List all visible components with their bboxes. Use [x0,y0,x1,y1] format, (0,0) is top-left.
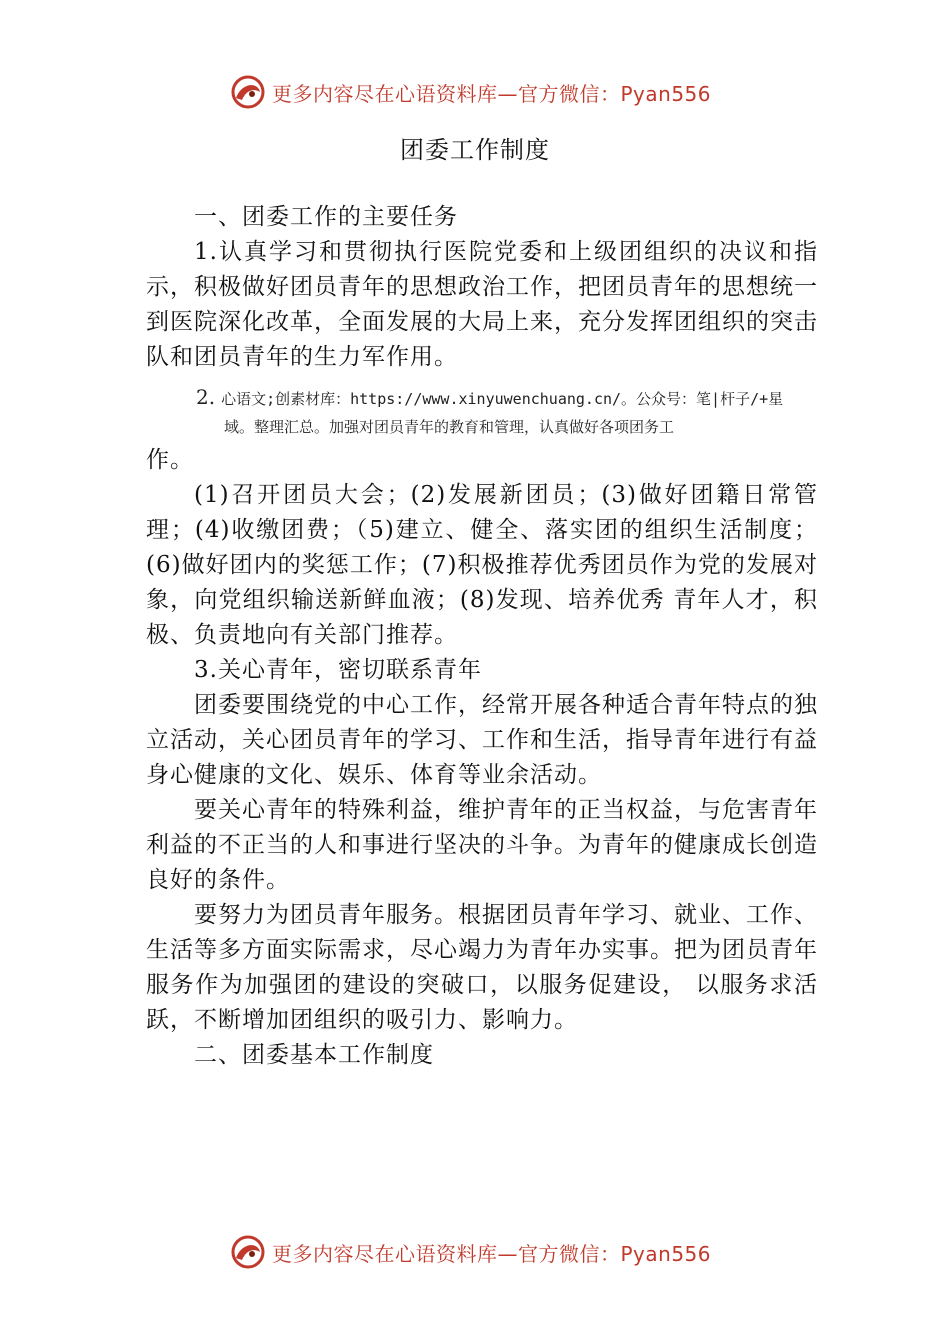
inserted-note [146,383,818,441]
section-heading-1: 一、团委工作的主要任务 [194,204,458,230]
header-watermark-text: 更多内容尽在心语资料库—官方微信：Pyan556 [272,81,712,106]
paragraph-5: 要关心青年的特殊利益，维护青年的正当权益，与危害青年利益的不正当的人和事进行坚决的斗争。为青年的健康成长创造良好的条件。 [146,797,818,893]
page-title: 团委工作制度 [400,136,550,164]
red-swirl-logo-icon [228,72,268,112]
paragraph-6: 要努力为团员青年服务。根据团员青年学习、就业、工作、生活等多方面实际需求，尽心竭力为青年办实事。把为团员青年服务作为加强团的建设的突破口，以服务促建设， 以服务求活跃，不断增加团组织的吸引力、影响力。 [146,902,818,1033]
note-line-2: 域。整理汇总。加强对团员青年的教育和管理，认真做好各项团务工 [224,418,675,436]
footer-watermark-text: 更多内容尽在心语资料库—官方微信：Pyan556 [272,1241,712,1266]
document-body [146,200,818,1073]
note-line-1: 心语文;创素材库：https://www.xinyuwenchuang.cn/。公众号：笔|杆子/+星 [221,390,784,408]
note-tail: 作。 [146,447,194,473]
note-number: 2. [196,385,216,409]
section-heading-2: 二、团委基本工作制度 [194,1042,434,1068]
red-swirl-logo-icon [228,1232,268,1272]
header-watermark-banner [228,72,728,112]
paragraph-1: 1.认真学习和贯彻执行医院党委和上级团组织的决议和指示，积极做好团员青年的思想政治工作，把团员青年的思想统一到医院深化改革，全面发展的大局上来，充分发挥团组织的突击队和团员青年的生力军作用。 [146,239,818,370]
paragraph-3: 3.关心青年，密切联系青年 [194,657,482,683]
paragraph-2: (1)召开团员大会；(2)发展新团员；(3)做好团籍日常管理；(4)收缴团费；（5)建立、健全、落实团的组织生活制度；(6)做好团内的奖惩工作；(7)积极推荐优秀团员作为党的发展对象，向党组织输送新鲜血液；(8)发现、培养优秀 青年人才，积极、负责地向有关部门推荐。 [146,482,818,648]
paragraph-4: 团委要围绕党的中心工作，经常开展各种适合青年特点的独立活动，关心团员青年的学习、工作和生活，指导青年进行有益身心健康的文化、娱乐、体育等业余活动。 [146,692,818,788]
footer-watermark-banner [228,1232,728,1272]
